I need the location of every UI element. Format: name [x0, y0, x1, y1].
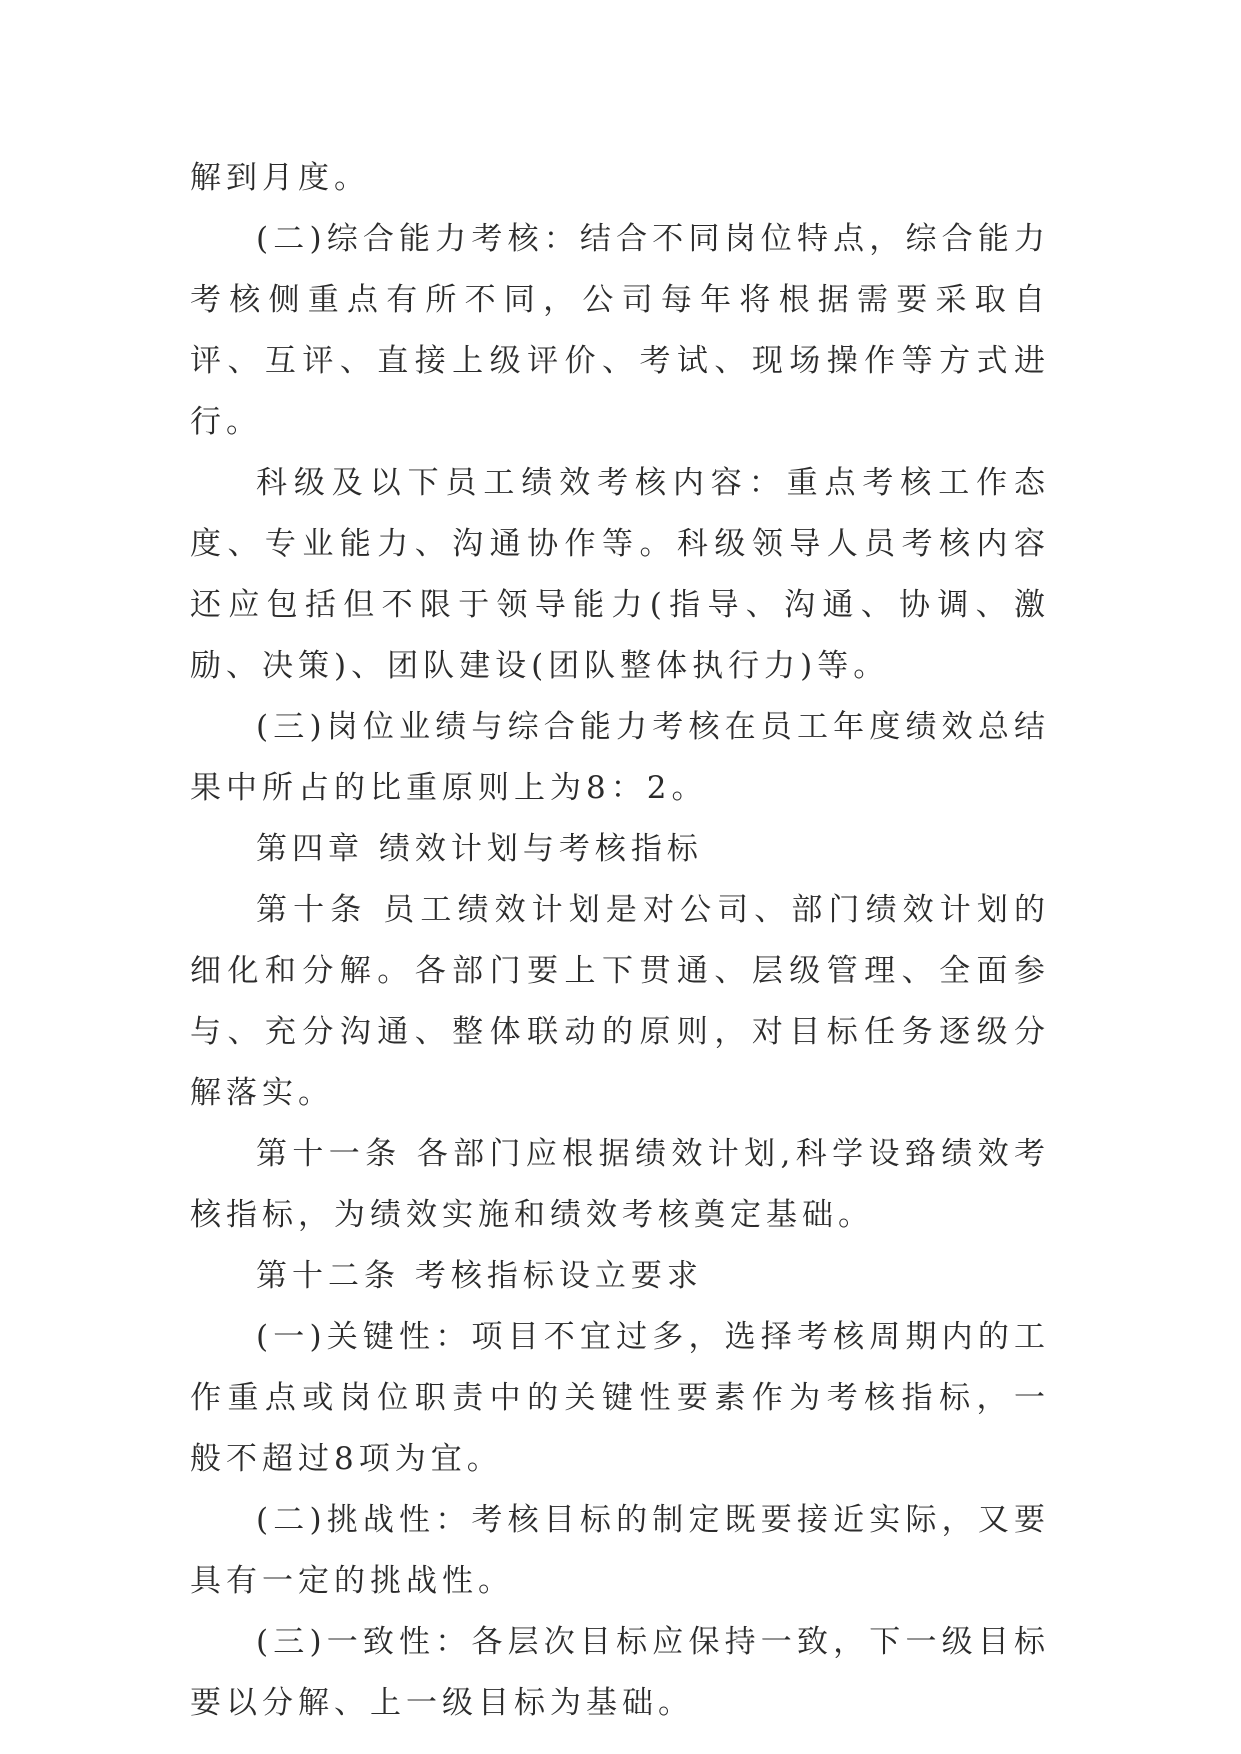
requirement-3: (三)一致性：各层次目标应保持一致，下一级目标要以分解、上一级目标为基础。	[190, 1624, 1050, 1721]
article-10: 第十条 员工绩效计划是对公司、部门绩效计划的细化和分解。各部门要上下贯通、层级管理、全面参与、充分沟通、整体联动的原则，对目标任务逐级分解落实。	[190, 892, 1050, 1111]
article-11: 第十一条 各部门应根据绩效计划,科学设臵绩效考核指标，为绩效实施和绩效考核奠定基础。	[190, 1136, 1050, 1233]
document-body	[190, 148, 1050, 1734]
paragraph-4: (三)岗位业绩与综合能力考核在员工年度绩效总结果中所占的比重原则上为8：2。	[190, 709, 1050, 806]
article-12: 第十二条 考核指标设立要求	[256, 1258, 703, 1294]
paragraph-3: 科级及以下员工绩效考核内容：重点考核工作态度、专业能力、沟通协作等。科级领导人员考核内容还应包括但不限于领导能力(指导、沟通、协调、激励、决策)、团队建设(团队整体执行力)等。	[190, 465, 1050, 684]
chapter-heading: 第四章 绩效计划与考核指标	[256, 831, 703, 867]
requirement-2: (二)挑战性：考核目标的制定既要接近实际，又要具有一定的挑战性。	[190, 1502, 1050, 1599]
paragraph-2: (二)综合能力考核：结合不同岗位特点，综合能力考核侧重点有所不同，公司每年将根据需要采取自评、互评、直接上级评价、考试、现场操作等方式进行。	[190, 221, 1050, 440]
requirement-1: (一)关键性：项目不宜过多，选择考核周期内的工作重点或岗位职责中的关键性要素作为考核指标，一般不超过8项为宜。	[190, 1319, 1050, 1477]
paragraph-1: 解到月度。	[190, 160, 370, 196]
